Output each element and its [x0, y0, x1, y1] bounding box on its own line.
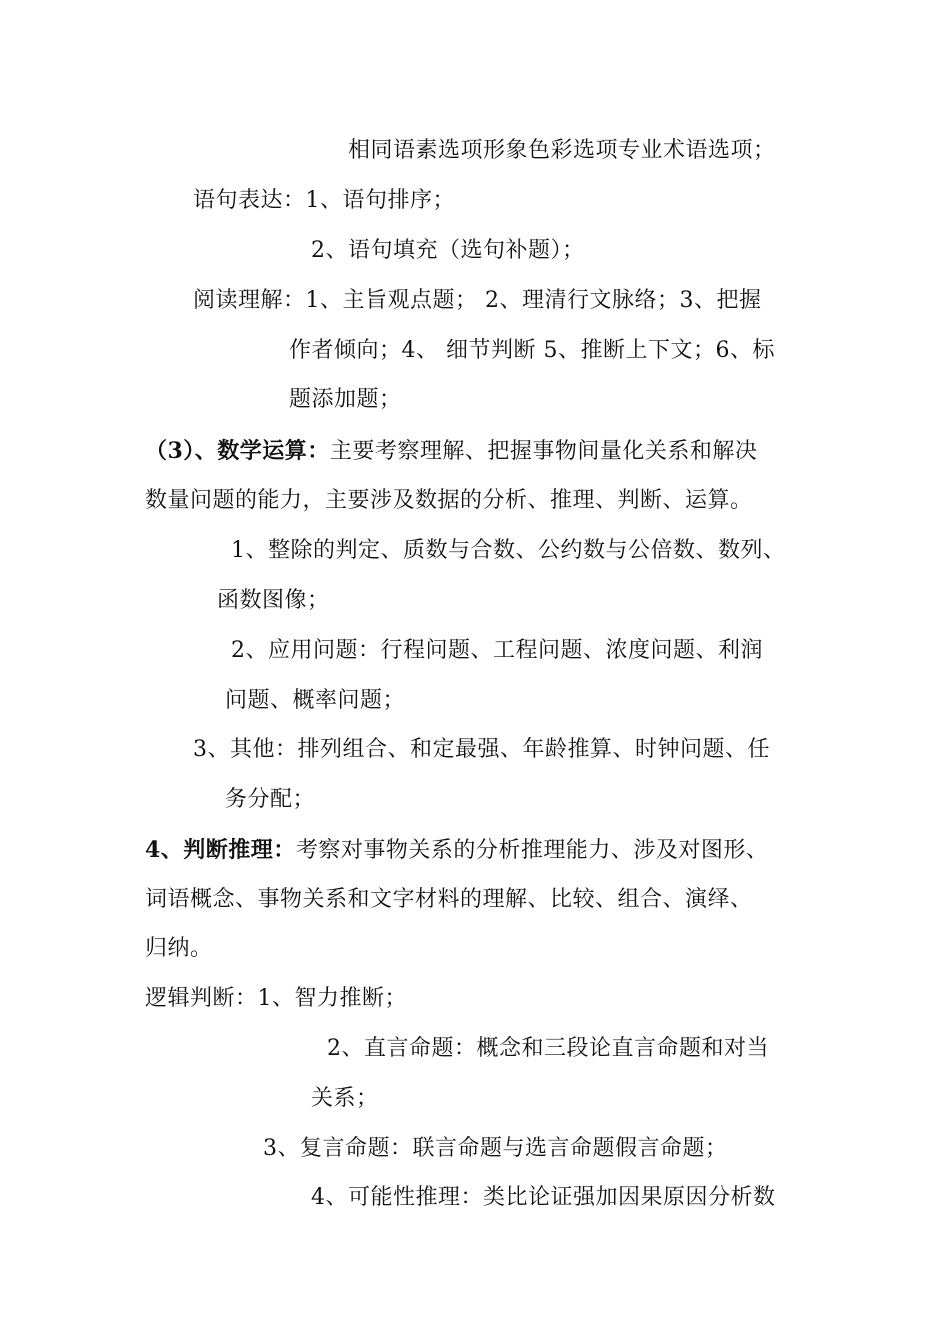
section-heading-line [145, 436, 757, 467]
text-line: 相同语素选项形象色彩选项专业术语选项； [348, 138, 776, 163]
text-line: 务分配； [225, 787, 316, 812]
text-line: 逻辑判断：1、智力推断； [145, 986, 407, 1011]
section-heading-math: （3）、数学运算： [145, 438, 330, 464]
section-heading-text: 考察对事物关系的分析推理能力、涉及对图形、 [295, 838, 769, 863]
text-line: 2、语句填充（选句补题）； [311, 238, 585, 263]
text-line: 3、其他：排列组合、和定最强、年龄推算、时钟问题、任 [193, 737, 770, 762]
text-line: 关系； [311, 1086, 379, 1111]
text-line: 词语概念、事物关系和文字材料的理解、比较、组合、演绎、 [145, 887, 753, 912]
text-line: 2、直言命题：概念和三段论直言命题和对当 [327, 1036, 769, 1061]
section-heading-line [145, 835, 768, 866]
text-line: 2、应用问题：行程问题、工程问题、浓度问题、利润 [231, 638, 763, 663]
text-line: 函数图像； [217, 588, 330, 613]
text-line: 语句表达：1、语句排序； [193, 188, 455, 213]
section-heading-text: 主要考察理解、把握事物间量化关系和解决 [329, 439, 758, 464]
text-line: 1、整除的判定、质数与合数、公约数与公倍数、数列、 [231, 538, 786, 563]
text-line: 归纳。 [145, 936, 213, 961]
text-line: 问题、概率问题； [225, 688, 406, 713]
text-line: 3、复言命题：联言命题与选言命题假言命题； [263, 1136, 728, 1161]
section-heading-reasoning: 4、判断推理： [145, 837, 296, 863]
text-line: 阅读理解：1、主旨观点题； 2、理清行文脉络；3、把握 [193, 288, 762, 313]
text-line: 4、可能性推理：类比论证强加因果原因分析数 [311, 1185, 776, 1210]
text-line: 作者倾向；4、 细节判断 5、推断上下文；6、标 [289, 338, 775, 363]
text-line: 题添加题； [289, 387, 402, 412]
text-line: 数量问题的能力，主要涉及数据的分析、推理、判断、运算。 [145, 488, 753, 513]
